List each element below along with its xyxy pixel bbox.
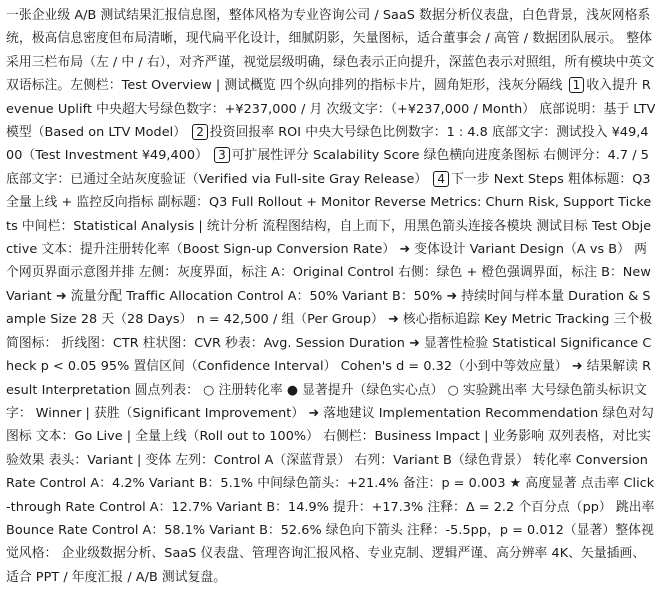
text-segment-roi: 投资回报率 ROI 中央大号绿色比例数字：1 : 4.8 底部文字：测试投入 ¥49,400（Test Investment ¥49,400） (6, 125, 649, 164)
item-number-3: 3 (214, 147, 230, 163)
item-number-4: 4 (433, 171, 449, 187)
document-body (6, 4, 656, 585)
prompt-paragraph (6, 4, 656, 589)
text-segment-intro: 一张企业级 A/B 测试结果汇报信息图，整体风格为专业咨询公司 / SaaS 数据分析仪表盘，白色背景，浅灰网格系统，极高信息密度但布局清晰，现代扁平化设计，细腻阴影，矢量图标，适合董事会 / 高管 / 数据团队展示。 整体采用三栏布局（左 / 中 / 右），对齐严谨，视觉层级明确，绿色表示正向提升，深蓝色表示对照组，所有模块中英文双语标注。左侧栏：Test Overview | 测试概览 四个纵向排列的指标卡片，圆角矩形，浅灰分隔线 (6, 8, 655, 94)
text-segment-scalability: 可扩展性评分 Scalability Score 绿色横向进度条图标 右侧评分：4.7 / 5 底部文字：已通过全站灰度验证（Verified via Full-site Gray Release） (6, 148, 649, 187)
item-number-1: 1 (569, 77, 585, 93)
text-segment-revenue: 收入提升 Revenue Uplift 中央超大号绿色数字：+¥237,000 / 月 次级文字：（+¥237,000 / Month） 底部说明：基于 LTV 模型（Based on LTV Model） (6, 78, 656, 141)
text-segment-rest: 下一步 Next Steps 粗体标题：Q3 全量上线 + 监控反向指标 副标题：Q3 Full Rollout + Monitor Reverse Metrics: Churn Risk, Support Tickets 中间栏：Statistical Analysis | 统计分析 流程图结构，自上而下，用黑色箭头连接各模块 测试目标 Test Objective 文本：提升注册转化率（Boost Sign-up Conversion Rate） ➜ 变体设计 Variant Design（A vs B） 两个网页界面示意图并排 左侧：灰度界面，标注 A：Original Control 右侧：绿色 + 橙色强调界面，标注 B：New Variant ➜ 流量分配 Traffic Allocation Control A：50% Variant B：50% ➜ 持续时间与样本量 Duration & Sample Size 28 天（28 Days） n = 42,500 / 组（Per Group） ➜ 核心指标追踪 Key Metric Tracking 三个极简图标： 折线图：CTR 柱状图：CVR 秒表：Avg. Session Duration ➜ 显著性检验 Statistical Significance Check p < 0.05 95% 置信区间（Confidence Interval） Cohen's d = 0.32（小到中等效应量） ➜ 结果解读 Result Interpretation 圆点列表： ○ 注册转化率 ● 显著提升（绿色实心点） ○ 实验跳出率 大号绿色箭头标识文字： Winner | 获胜（Significant Improvement） ➜ 落地建议 Implementation Recommendation 绿色对勾图标 文本：Go Live | 全量上线（Roll out to 100%） 右侧栏：Business Impact | 业务影响 双列表格，对比实验效果 表头：Variant | 变体 左列：Control A（深蓝背景） 右列：Variant B（绿色背景） 转化率 Conversion Rate Control A：4.2% Variant B：5.1% 中间绿色箭头：+21.4% 备注：p = 0.003 ★ 高度显著 点击率 Click-through Rate Control A：12.7% Variant B：14.9% 提升：+17.3% 注释：Δ = 2.2 个百分点（pp） 跳出率 Bounce Rate Control A：58.1% Variant B：52.6% 绿色向下箭头 注释：-5.5pp，p = 0.012（显著）整体视觉风格： 企业级数据分析、SaaS 仪表盘、管理咨询汇报风格、专业克制、逻辑严谨、高分辨率 4K、矢量插画、适合 PPT / 年度汇报 / A/B 测试复盘。 (6, 171, 655, 585)
item-number-2: 2 (192, 124, 208, 140)
